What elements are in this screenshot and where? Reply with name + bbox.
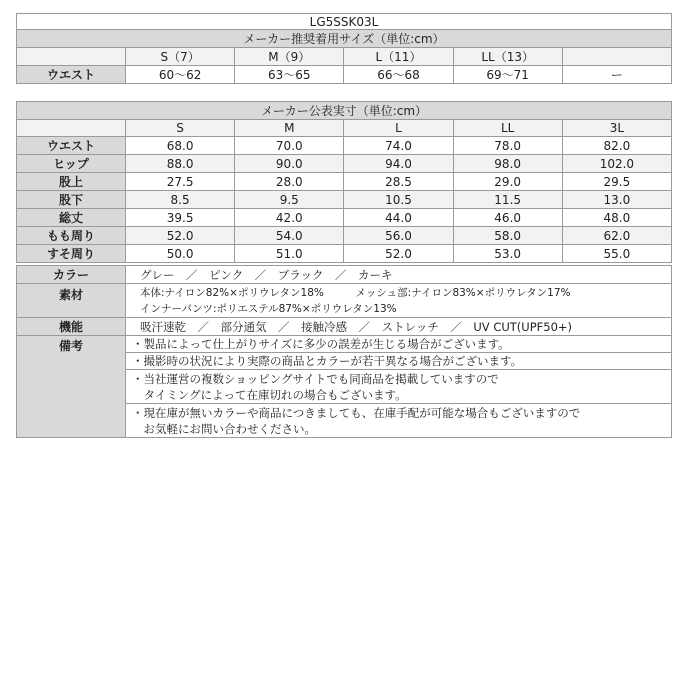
size-header: L（11） <box>344 48 453 66</box>
table-cell: 56.0 <box>344 227 453 245</box>
table-cell: 39.5 <box>126 209 235 227</box>
color-value: グレー ／ ピンク ／ ブラック ／ カーキ <box>126 266 672 284</box>
table-cell: 8.5 <box>126 191 235 209</box>
note-item: ・製品によって仕上がりサイズに多少の誤差が生じる場合がございます。 <box>126 336 672 353</box>
size-header: S <box>126 120 235 137</box>
table-cell: 62.0 <box>562 227 671 245</box>
table-cell: 27.5 <box>126 173 235 191</box>
size-header: L <box>344 120 453 137</box>
note-item: ・当社運営の複数ショッピングサイトでも同商品を掲載していますので タイミングによって在庫切れの場合もございます。 <box>126 370 672 404</box>
table-cell: 51.0 <box>235 245 344 263</box>
size-header: M <box>235 120 344 137</box>
table-cell: 69～71 <box>453 66 562 84</box>
actual-size-table <box>16 101 672 263</box>
size-header <box>562 48 671 66</box>
table-cell: 10.5 <box>344 191 453 209</box>
table-row <box>17 155 672 173</box>
size-header: LL（13） <box>453 48 562 66</box>
table-cell: 28.0 <box>235 173 344 191</box>
row-label: 股上 <box>17 173 126 191</box>
table-cell: 82.0 <box>562 137 671 155</box>
header-corner <box>17 120 126 137</box>
table-cell: 42.0 <box>235 209 344 227</box>
note-item: ・現在庫が無いカラーや商品につきましても、在庫手配が可能な場合もございますので お気軽にお問い合わせください。 <box>126 404 672 438</box>
function-label: 機能 <box>17 318 126 336</box>
table-cell: 29.0 <box>453 173 562 191</box>
table-cell: 94.0 <box>344 155 453 173</box>
table-cell: 54.0 <box>235 227 344 245</box>
table-row <box>17 245 672 263</box>
table-cell: 88.0 <box>126 155 235 173</box>
table-cell: 29.5 <box>562 173 671 191</box>
function-value: 吸汗速乾 ／ 部分通気 ／ 接触冷感 ／ ストレッチ ／ UV CUT(UPF50+) <box>126 318 672 336</box>
header-corner <box>17 48 126 66</box>
row-label: 股下 <box>17 191 126 209</box>
table-cell: 98.0 <box>453 155 562 173</box>
table-cell: 66～68 <box>344 66 453 84</box>
row-label: ヒップ <box>17 155 126 173</box>
row-label: 総丈 <box>17 209 126 227</box>
table-cell: 13.0 <box>562 191 671 209</box>
table-row <box>17 173 672 191</box>
row-label: もも周り <box>17 227 126 245</box>
row-label: ウエスト <box>17 66 126 84</box>
size-header: 3L <box>562 120 671 137</box>
table-cell: 70.0 <box>235 137 344 155</box>
table-cell: 74.0 <box>344 137 453 155</box>
table-row <box>17 209 672 227</box>
recommended-size-table <box>16 13 672 84</box>
product-details-table <box>16 265 672 438</box>
table-cell: 60～62 <box>126 66 235 84</box>
table-cell: 9.5 <box>235 191 344 209</box>
table-cell: 68.0 <box>126 137 235 155</box>
size-header: M（9） <box>235 48 344 66</box>
table-cell: 52.0 <box>344 245 453 263</box>
table-cell: 53.0 <box>453 245 562 263</box>
table-cell: 102.0 <box>562 155 671 173</box>
table-cell: 55.0 <box>562 245 671 263</box>
table-row <box>17 137 672 155</box>
table-cell: 46.0 <box>453 209 562 227</box>
notes-label: 備考 <box>17 336 126 438</box>
color-label: カラー <box>17 266 126 284</box>
table-cell: 90.0 <box>235 155 344 173</box>
size-header: S（7） <box>126 48 235 66</box>
material-line: インナーパンツ:ポリエステル87%×ポリウレタン13% <box>140 302 397 315</box>
size-header: LL <box>453 120 562 137</box>
row-label: ウエスト <box>17 137 126 155</box>
table-cell: 28.5 <box>344 173 453 191</box>
table-cell: 63～65 <box>235 66 344 84</box>
table-cell: 52.0 <box>126 227 235 245</box>
table-cell: 44.0 <box>344 209 453 227</box>
recommended-size-title: メーカー推奨着用サイズ（単位:cm） <box>17 30 672 48</box>
table-cell: 11.5 <box>453 191 562 209</box>
table-cell: 48.0 <box>562 209 671 227</box>
table-cell: 50.0 <box>126 245 235 263</box>
note-item: ・撮影時の状況により実際の商品とカラーが若干異なる場合がございます。 <box>126 353 672 370</box>
row-label: すそ周り <box>17 245 126 263</box>
table-row <box>17 191 672 209</box>
material-line: 本体:ナイロン82%×ポリウレタン18% メッシュ部:ナイロン83%×ポリウレタン17% <box>140 286 571 299</box>
table-row <box>17 227 672 245</box>
table-cell: 78.0 <box>453 137 562 155</box>
actual-size-title: メーカー公表実寸（単位:cm） <box>17 102 672 120</box>
material-label: 素材 <box>17 284 126 318</box>
table-cell: 58.0 <box>453 227 562 245</box>
table-cell: ー <box>562 66 671 84</box>
model-code: LG5SSK03L <box>17 14 672 30</box>
